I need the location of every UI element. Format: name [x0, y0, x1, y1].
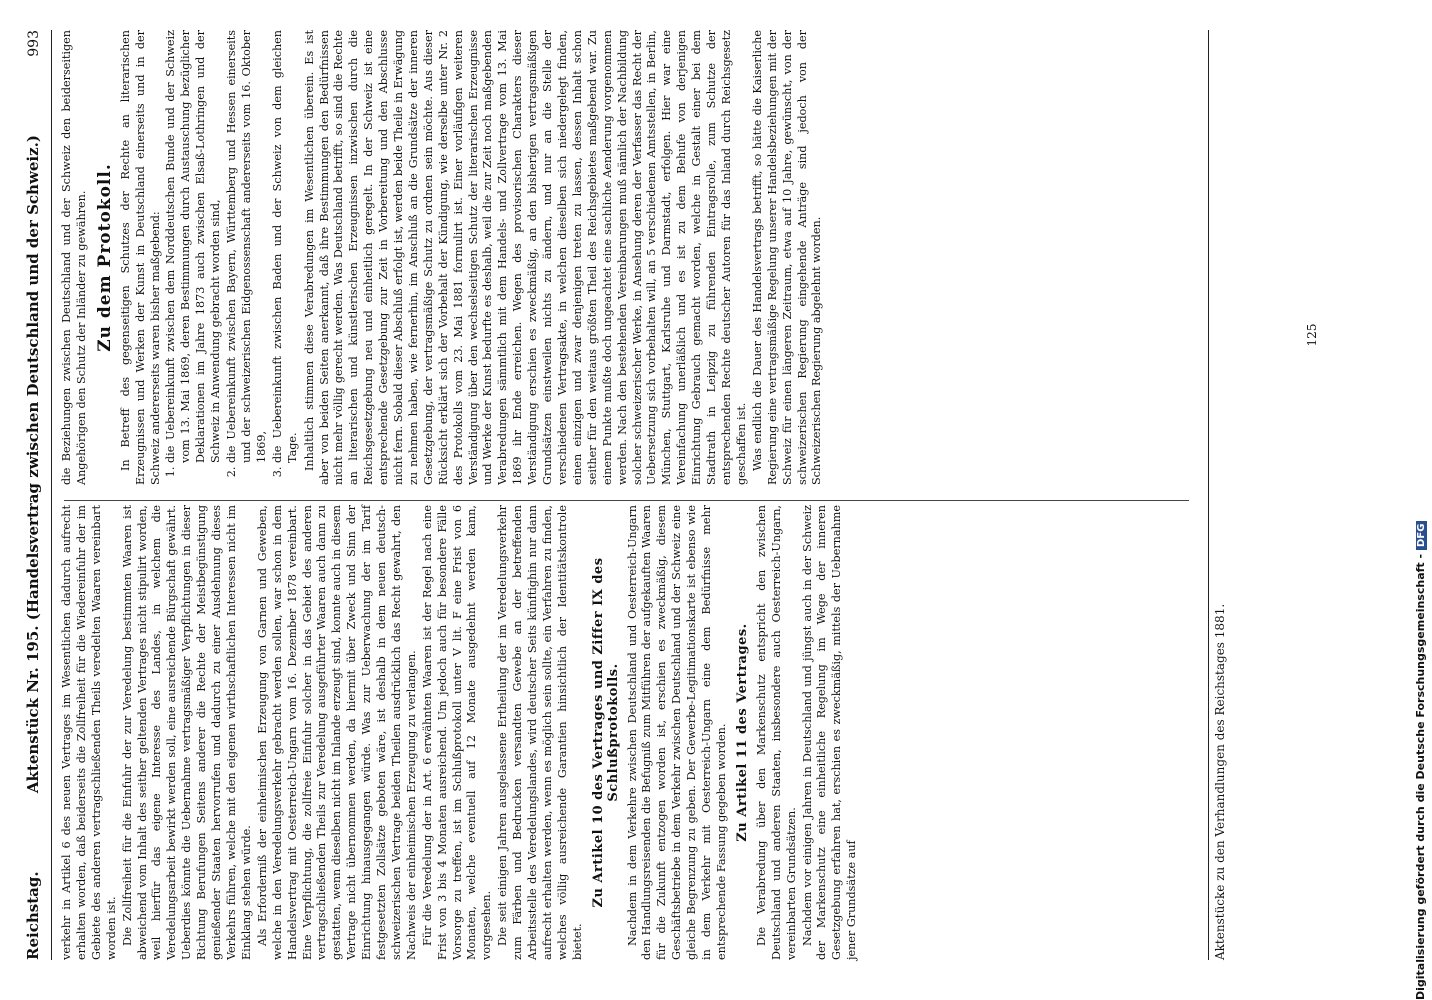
- paragraph: Als Erforderniß der einheimischen Erzeugung von Garnen und Geweben, welche in den Veredelungsverkehr gebracht werden sollen, war schon in dem Handelsvertrag mit Oesterreich-Ungarn vom 16. Dezember 1878 vereinbart. Eine Verpflichtung, die zollfreie Einfuhr solcher in das Gebiet des anderen vertragschließenden Theils zur Veredelung ausgeführter Waaren auch dann zu gestatten, wenn dieselben nicht im Inlande erzeugt sind, konnte auch in diesem Vertrage nicht übernommen werden, da hiermit über Zweck und Sinn der Einrichtung hinausgegangen würde. Was zur Ueberwachung der im Tarif festgesetzten Zollsätze geboten wäre, ist deshalb in dem neuen deutsch-schweizerischen Vertrage beiden Theilen ausdrücklich das Recht gewahrt, den Nachweis der einheimischen Erzeugung zu verlangen.: [255, 505, 418, 960]
- dfg-logo: DFG: [1416, 521, 1427, 550]
- section-heading: Zu Artikel 11 des Vertrages.: [734, 623, 750, 842]
- column-divider: [64, 500, 1189, 501]
- paragraph: Die Verabredung über den Markenschutz entspricht den zwischen Deutschland und anderen Staaten, insbesondere auch Oesterreich-Ungarn, vereinbarten Grundsätzen.: [754, 505, 798, 960]
- paragraph: Nachdem vor einigen Jahren in Deutschland und jüngst auch in der Schweiz der Markenschutz eine einheitliche Regelung im Wege der inneren Gesetzgebung erfahren hat, erschien es zweckmäßig, mittels der Uebernahme jener Grundsätze auf: [800, 505, 859, 960]
- paragraph: Die seit einigen Jahren ausgelassene Ertheilung der im Veredelungsverkehr zum Färben und Bedrucken versandten Gewebe an der betreffenden Arbeitsstelle des Veredelungslandes, wird deutscher Seits künftighin nur dann aufrecht erhalten werden, wenn es möglich sein sollte, ein Verfahren zu finden, welches völlig ausreichende Garantien hinsichtlich der Identitätskontrole bietet.: [496, 505, 584, 960]
- paragraph: In Betreff des gegenseitigen Schutzes der Rechte an literarischen Erzeugnissen und Werken der Kunst in Deutschland einerseits und in der Schweiz andererseits waren bisher maßgebend:: [118, 30, 162, 485]
- paragraph: Inhaltlich stimmen diese Verabredungen im Wesentlichen überein. Es ist aber von beiden Seiten anerkannt, daß ihre Bestimmungen den Bedürfnissen nicht mehr völlig gerecht werden. Was Deutschland betrifft, so sind die Rechte an literarischen und künstlerischen Erzeugnissen inzwischen durch die Reichsgesetzgebung neu und einheitlich geregelt. In der Schweiz ist eine entsprechende Gesetzgebung zur Zeit in Vorbereitung und den Abschlusse nicht fern. Sobald dieser Abschluß erfolgt ist, werden beide Theile in Erwägung zu nehmen haben, wie fernerhin, im Anschluß an die Grundsätze der inneren Gesetzgebung, der vertragsmäßige Schutz zu ordnen sein möchte. Aus dieser Rücksicht erklärt sich der Vorbehalt der Kündigung, wie derselbe unter Nr. 2 des Protokolls vom 23. Mai 1881 formulirt ist. Einer vorläufigen weiteren Verständigung über den wechselseitigen Schutz der literarischen Erzeugnisse und Werke der Kunst bedurfte es deshalb, weil die zur Zeit noch maßgebenden Verabredungen sämmtlich mit dem Handels- und Zollvertrage vom 13. Mai 1869 ihr Ende erreichen. Wegen des provisorischen Charakters dieser Verständigung erschien es zweckmäßig, an den bisherigen vertragsmäßigen Grundsätzen einstweilen nichts zu ändern, und nur an die Stelle der verschiedenen Vertragsakte, in welchen dieselben sich niedergelegt finden, einen einzigen und zwar denjenigen treten zu lassen, dessen Inhalt schon seither für den weitaus größten Theil des Reichsgebietes maßgebend war. Zu einem Punkte mußte doch ungeachtet eine sachliche Aenderung vorgenommen werden. Nach den bestehenden Vereinbarungen muß nämlich der Nachbildung solcher schweizerischer Werke, in Ansehung deren der Verfasser das Recht der Uebersetzung sich vorbehalten will, an 5 verschiedenen Amtsstellen, in Berlin, München, Stuttgart, Karlsruhe und Darmstadt, erfolgen. Hier war eine Vereinfachung unerläßlich und es ist zu dem Behufe von derjenigen Einrichtung Gebrauch gemacht worden, welche in Gestalt einer bei dem Stadtrath in Leipzig zu führenden Eintragsrolle, zum Schutze der entsprechenden Rechte deutscher Autoren für das Inland durch Reichsgesetz geschaffen ist.: [302, 30, 748, 485]
- bottom-page-number: 125: [1305, 323, 1319, 347]
- header-left: Reichstag.: [24, 871, 42, 960]
- running-header: [24, 30, 52, 960]
- left-column: [60, 505, 861, 960]
- list-item: 3. die Uebereinkunft zwischen Baden und der Schweiz von dem gleichen Tage.: [271, 30, 301, 463]
- paragraph: verkehr in Artikel 6 des neuen Vertrages im Wesentlichen dadurch aufrecht erhalten worden, daß beiderseits die Zollfreiheit für die Wiedereinfuhr der im Gebiete des anderen vertragschließenden Theils veredelten Waaren vereinbart worden ist.: [60, 505, 118, 960]
- right-column: [60, 30, 826, 485]
- paragraph: Was endlich die Dauer des Handelsvertrags betrifft, so hätte die Kaiserliche Regierung eine vertragsmäßige Regelung unserer Handelsbeziehungen mit der Schweiz für einen längeren Zeitraum, etwa auf 10 Jahre, gewünscht, von der schweizerischen Regierung eingehende Anträge sind jedoch von der Schweizerischen Regierung abgelehnt worden.: [750, 30, 824, 485]
- header-page-number: 993: [26, 30, 42, 57]
- header-title: Aktenstück Nr. 195. (Handelsvertrag zwischen Deutschland und der Schweiz.): [24, 135, 42, 794]
- list-item: 1. die Uebereinkunft zwischen dem Norddeutschen Bunde und der Schweiz vom 13. Mai 1869, deren Bestimmungen durch Austauschung bezüglicher Deklarationen im Jahre 1873 auch zwischen Elsaß-Lothringen und der Schweiz in Anwendung gebracht worden sind,: [164, 30, 224, 463]
- list-item: 2. die Uebereinkunft zwischen Bayern, Württemberg und Hessen einerseits und der schweizerischen Eidgenossenschaft andererseits vom 16. Oktober 1869,: [225, 30, 270, 463]
- paragraph: die Beziehungen zwischen Deutschland und der Schweiz den beiderseitigen Angehörigen den Schutz der Inländer zu gewähren.: [60, 30, 88, 485]
- footer-note: Aktenstücke zu den Verhandlungen des Reichstages 1881.: [1208, 30, 1227, 960]
- paragraph: Für die Veredelung der in Art. 6 erwähnten Waaren ist der Regel nach eine Frist von 3 bis 4 Monaten ausreichend. Um jedoch auch für besondere Fälle Vorsorge zu treffen, ist im Schlußprotokoll unter V lit. F eine Frist von 6 Monaten, welche eventuell auf 12 Monate ausgedehnt werden kann, vorgesehen.: [420, 505, 494, 960]
- section-heading: Zu dem Protokoll.: [94, 163, 115, 352]
- section-heading: Zu Artikel 10 des Vertrages und Ziffer IX des Schlußprotokolls.: [590, 557, 621, 908]
- agreement-list: [164, 30, 300, 485]
- paragraph: Die Zollfreiheit für die Einfuhr der zur Veredelung bestimmten Waaren ist abweichend vom Inhalt des seither geltenden Vertrages nicht stipulirt worden, weil hierfür das eigene Interesse des Landes, in welchem die Veredelungsarbeit bewirkt werden soll, eine ausreichende Bürgschaft gewährt. Ueberdies könnte die Uebernahme vertragsmäßiger Verpflichtungen in dieser Richtung Berufungen Seitens anderer die Rechte der Meistbegünstigung genießender Staaten hervorrufen und dadurch zu einer Ausdehnung dieses Verkehrs führen, welche mit den eigenen wirthschaftlichen Interessen nicht im Einklang stehen würde.: [120, 505, 253, 960]
- paragraph: Nachdem in dem Verkehre zwischen Deutschland und Oesterreich-Ungarn den Handlungsreisenden die Befugniß zum Mitführen der aufgekauften Waaren für die Zukunft entzogen worden ist, erschien es zweckmäßig, diesem Geschäftsbetriebe in dem Verkehr zwischen Deutschland und der Schweiz eine gleiche Begrenzung zu geben. Der Gewerbe-Legitimationskarte ist ebenso wie in dem Verkehr mit Oesterreich-Ungarn eine dem Bedürfnisse mehr entsprechende Fassung gegeben worden.: [625, 505, 728, 960]
- credit-text: Digitalisierung gefördert durch die Deutsche Forschungsgemeinschaft -: [1414, 553, 1427, 1000]
- digitization-credit: [1414, 0, 1427, 1000]
